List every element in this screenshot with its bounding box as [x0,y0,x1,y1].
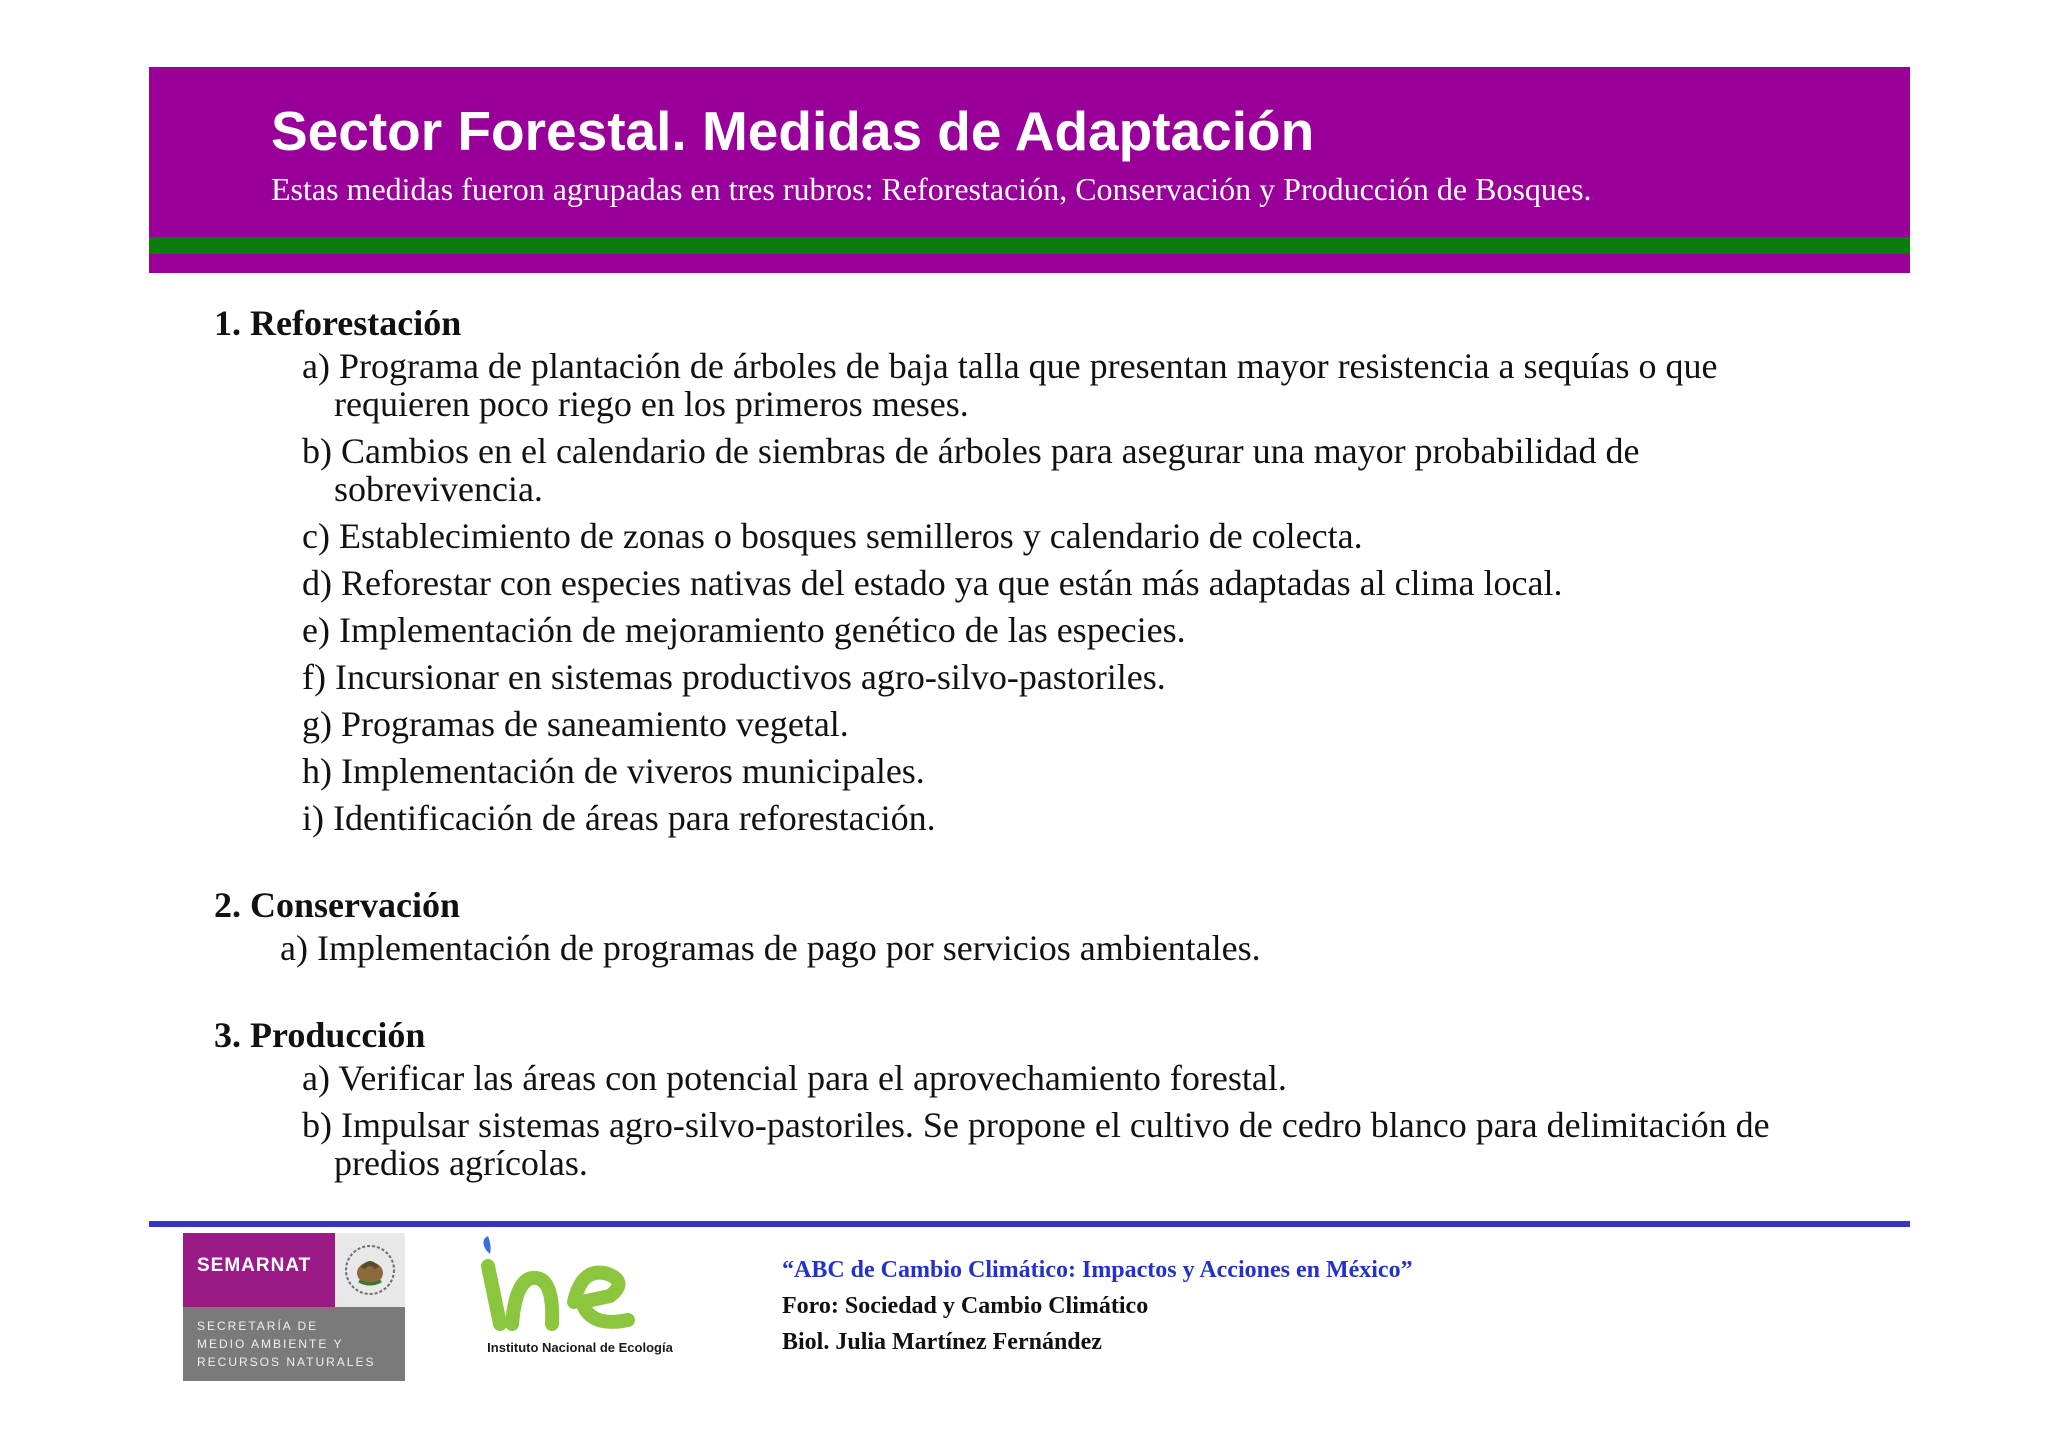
list-item: h) Implementación de viveros municipales. [302,751,925,791]
semarnat-logo [183,1233,405,1381]
section-title-conservacion: 2. Conservación [214,885,460,925]
list-item: a) Verificar las áreas con potencial para el aprovechamiento forestal. [302,1058,1287,1098]
semarnat-subtitle: SECRETARÍA DE MEDIO AMBIENTE Y RECURSOS NATURALES [197,1319,376,1369]
list-item: a) Implementación de programas de pago por servicios ambientales. [280,928,1261,968]
credits-author: Biol. Julia Martínez Fernández [782,1329,1102,1355]
list-item: c) Establecimiento de zonas o bosques semilleros y calendario de colecta. [302,516,1363,556]
list-item: b) Impulsar sistemas agro-silvo-pastoriles. Se propone el cultivo de cedro blanco para delimitación de predios agrícolas. [302,1105,1770,1183]
header-green-stripe [149,237,1910,254]
list-item: e) Implementación de mejoramiento genético de las especies. [302,610,1186,650]
credits-forum: Foro: Sociedad y Cambio Climático [782,1293,1149,1319]
list-item: b) Cambios en el calendario de siembras de árboles para asegurar una mayor probabilidad de sobrevivencia. [302,431,1640,509]
list-item: f) Incursionar en sistemas productivos agro-silvo-pastoriles. [302,657,1166,697]
header-banner [149,67,1910,273]
section-title-reforestacion: 1. Reforestación [214,303,462,343]
semarnat-name: SEMARNAT [197,1255,312,1276]
page-title: Sector Forestal. Medidas de Adaptación [271,100,1315,162]
semarnat-name-block [183,1233,335,1307]
page-subtitle: Estas medidas fueron agrupadas en tres rubros: Reforestación, Conservación y Producción de Bosques. [271,171,1592,207]
list-item: i) Identificación de áreas para reforestación. [302,798,936,838]
credits-quote: “ABC de Cambio Climático: Impactos y Acciones en México” [782,1257,1413,1283]
mexico-seal-icon [335,1233,405,1307]
list-item: g) Programas de saneamiento vegetal. [302,704,849,744]
content-body [214,300,1854,1191]
list-item: d) Reforestar con especies nativas del estado ya que están más adaptadas al clima local. [302,563,1563,603]
section-title-produccion: 3. Producción [214,1015,426,1055]
footer-divider [149,1221,1910,1227]
ine-caption: Instituto Nacional de Ecología [487,1340,673,1355]
list-item: a) Programa de plantación de árboles de baja talla que presentan mayor resistencia a sequías o que requieren poco riego en los primeros meses. [302,346,1718,424]
credits-block [782,1252,1413,1360]
